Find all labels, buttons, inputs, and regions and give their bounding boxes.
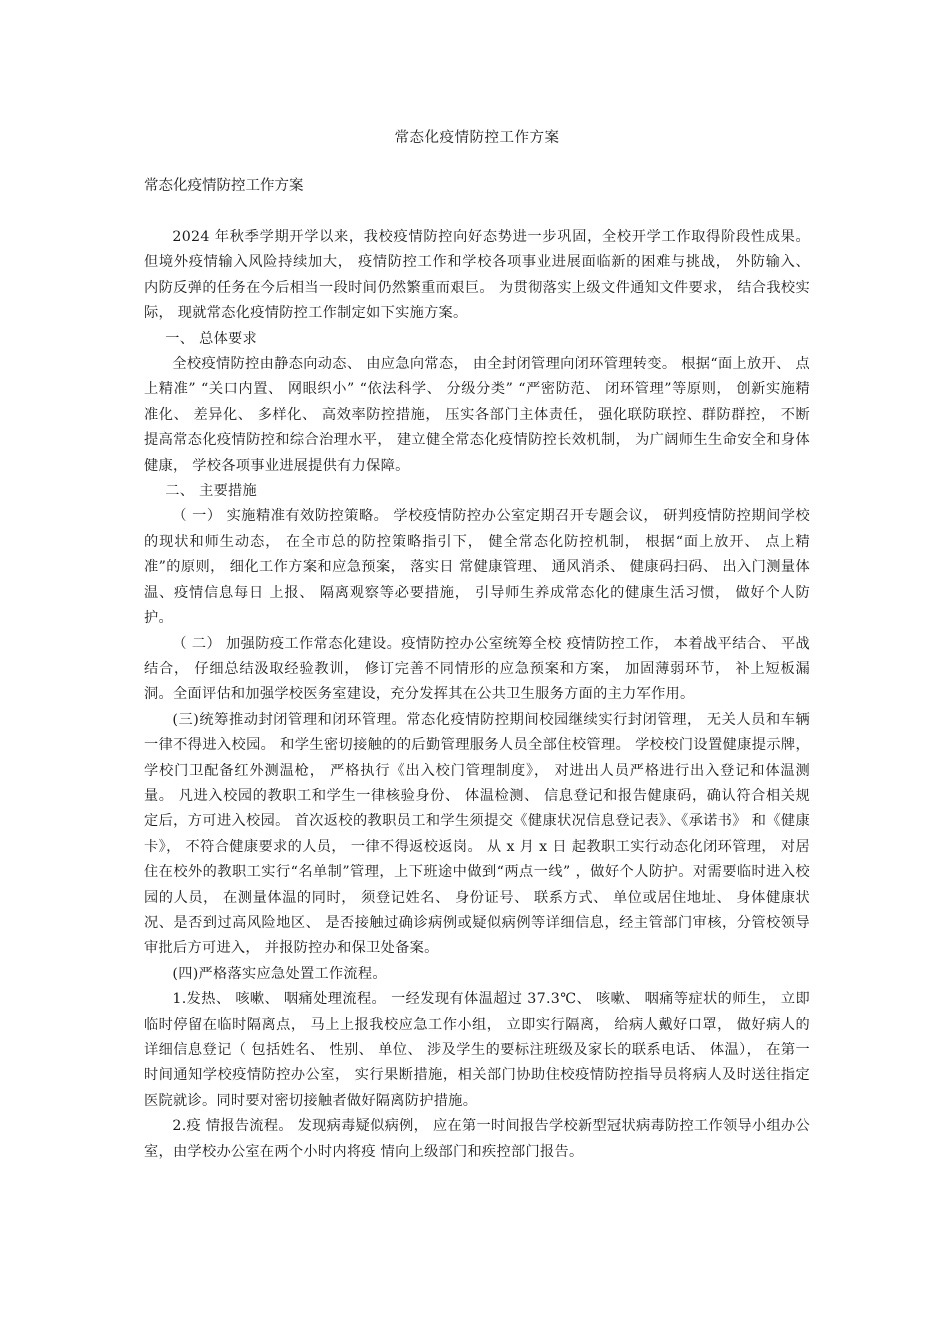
- paragraph-reporting-procedure: 2.疫 情报告流程。 发现病毒疑似病例， 应在第一时间报告学校新型冠状病毒防控工作领导小组办公室，由学校办公室在两个小时内将疫 情向上级部门和疾控部门报告。: [144, 1118, 810, 1160]
- paragraph-intro: 2024 年秋季学期开学以来，我校疫情防控向好态势进一步巩固，全校开学工作取得阶段性成果。 但境外疫情输入风险持续加大， 疫情防控工作和学校各项事业进展面临新的困难与挑战， 外防输入、 内防反弹的任务在今后相当一段时间仍然繁重而艰巨。 为贯彻落实上级文件通知文件要求， 结合我校实际， 现就常态化疫情防控工作制定如下实施方案。: [144, 229, 810, 322]
- paragraph-measure-2: （ 二） 加强防疫工作常态化建设。疫情防控办公室统筹全校 疫情防控工作， 本着战平结合、 平战结合， 仔细总结汲取经验教训， 修订完善不同情形的应急预案和方案， 加固薄弱环节， 补上短板漏洞。全面评估和加强学校医务室建设，充分发挥其在公共卫生服务方面的主力军作用。: [144, 635, 810, 703]
- paragraph-measure-1: （ 一） 实施精准有效防控策略。 学校疫情防控办公室定期召开专题会议， 研判疫情防控期间学校的现状和师生动态， 在全市总的防控策略指引下， 健全常态化防控机制， 根据“面上放开、 点上精准”的原则， 细化工作方案和应急预案， 落实日 常健康管理、 通风消杀、 健康码扫码、 出入门测量体温、疫情信息每日 上报、 隔离观察等必要措施， 引导师生养成常态化的健康生活习惯， 做好个人防护。: [144, 508, 810, 627]
- section-heading-measures: 二、 主要措施: [165, 483, 258, 500]
- document-title: 常态化疫情防控工作方案: [394, 130, 560, 146]
- paragraph-fever-procedure: 1.发热、 咳嗽、 咽痛处理流程。 一经发现有体温超过 37.3℃、 咳嗽、 咽痛等症状的师生， 立即临时停留在临时隔离点， 马上上报我校应急工作小组， 立即实行隔离， 给病人戴好口罩， 做好病人的详细信息登记（ 包括姓名、 性别、 单位、 涉及学生的要标注班级及家长的联系电话、 体温）， 在第一时间通知学校疫情防控办公室， 实行果断措施，相关部门协助住校疫情防控指导员将病人及时送往指定医院就诊。同时要对密切接触者做好隔离防护措施。: [144, 991, 810, 1109]
- document-body: [144, 225, 810, 1165]
- section-heading-general: 一、 总体要求: [165, 330, 258, 347]
- paragraph-general-requirements: 全校疫情防控由静态向动态、 由应急向常态， 由全封闭管理向闭环管理转变。 根据“面上放开、 点上精准” “关口内置、 网眼织小” “依法科学、 分级分类” “严密防范、 闭环管理”等原则， 创新实施精准化、 差异化、 多样化、 高效率防控措施， 压实各部门主体责任， 强化联防联控、群防群控， 不断提高常态化疫情防控和综合治理水平， 建立健全常态化疫情防控长效机制， 为广阔师生生命安全和身体健康， 学校各项事业进展提供有力保障。: [144, 356, 810, 474]
- paragraph-measure-4-heading: (四)严格落实应急处置工作流程。: [172, 965, 387, 982]
- paragraph-measure-3: (三)统筹推动封闭管理和闭环管理。常态化疫情防控期间校园继续实行封闭管理， 无关人员和车辆一律不得进入校园。 和学生密切接触的的后勤管理服务人员全部住校管理。 学校校门设置健康提示牌，学校门卫配备红外测温枪， 严格执行《出入校门管理制度》， 对进出人员严格进行出入登记和体温测量。 凡进入校园的教职工和学生一律核验身份、 体温检测、 信息登记和报告健康码，确认符合相关规定后，方可进入校园。 首次返校的教职员工和学生须提交《健康状况信息登记表》、《承诺书》 和《健康卡》， 不符合健康要求的人员， 一律不得返校返岗。 从 x 月 x 日 起教职工实行动态化闭环管理， 对居住在校外的教职工实行“名单制”管理，上下班途中做到“两点一线” ，做好个人防护。对需要临时进入校园的人员， 在测量体温的同时， 须登记姓名、 身份证号、 联系方式、 单位或居住地址、 身体健康状况、是否到过高风险地区、 是否接触过确诊病例或疑似病例等详细信息，经主管部门审核，分管校领导审批后方可进入， 并报防控办和保卫处备案。: [144, 711, 810, 957]
- document-subtitle: 常态化疫情防控工作方案: [144, 178, 304, 194]
